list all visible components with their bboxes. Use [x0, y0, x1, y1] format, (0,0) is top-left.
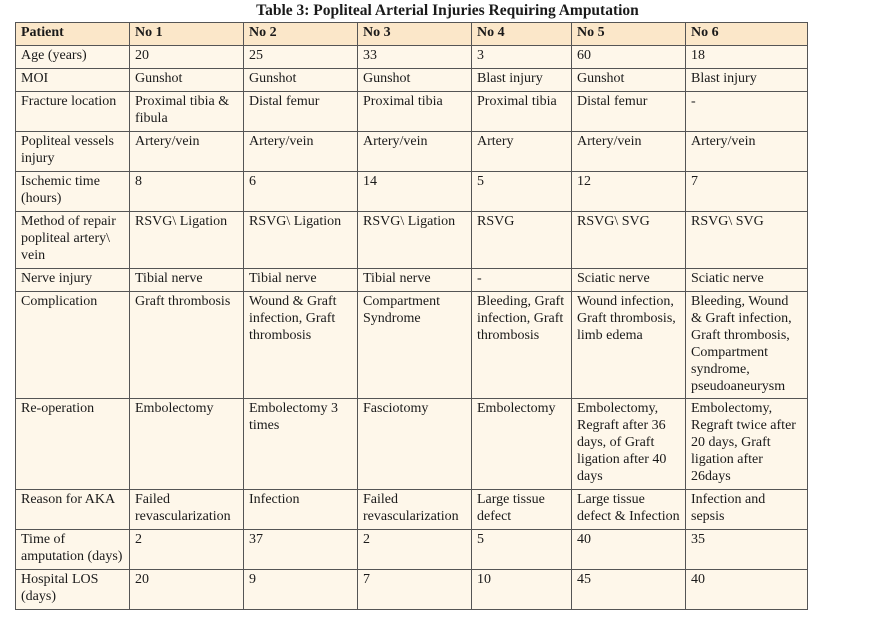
- table-row: [16, 570, 808, 610]
- table-cell: Artery/vein: [130, 132, 244, 172]
- table-cell: Gunshot: [244, 69, 358, 92]
- row-label: Reason for AKA: [16, 490, 130, 530]
- header-cell: Patient: [16, 23, 130, 46]
- table-cell: Embolectomy, Regraft twice after 20 days, Graft ligation after 26days: [686, 399, 808, 490]
- table-cell: Artery/vein: [572, 132, 686, 172]
- header-row: [16, 23, 808, 46]
- table-cell: Proximal tibia: [358, 92, 472, 132]
- table-cell: Distal femur: [572, 92, 686, 132]
- table-cell: 35: [686, 530, 808, 570]
- table-row: [16, 530, 808, 570]
- table-cell: Tibial nerve: [244, 269, 358, 292]
- table-cell: 20: [130, 570, 244, 610]
- table-cell: Artery: [472, 132, 572, 172]
- table-cell: 14: [358, 172, 472, 212]
- table-cell: Embolectomy: [130, 399, 244, 490]
- table-cell: RSVG\ SVG: [686, 212, 808, 269]
- table-cell: Tibial nerve: [130, 269, 244, 292]
- table-cell: 5: [472, 530, 572, 570]
- table-cell: Blast injury: [686, 69, 808, 92]
- header-cell: No 6: [686, 23, 808, 46]
- row-label: Fracture location: [16, 92, 130, 132]
- table-row: [16, 269, 808, 292]
- table-cell: 45: [572, 570, 686, 610]
- table-cell: Artery/vein: [358, 132, 472, 172]
- table-cell: 12: [572, 172, 686, 212]
- header-cell: No 2: [244, 23, 358, 46]
- table-cell: 18: [686, 46, 808, 69]
- row-label: Ischemic time (hours): [16, 172, 130, 212]
- table-cell: Tibial nerve: [358, 269, 472, 292]
- table-cell: 40: [572, 530, 686, 570]
- table-cell: 9: [244, 570, 358, 610]
- table-cell: Bleeding, Wound & Graft infection, Graft thrombosis, Compartment syndrome, pseudoaneurysm: [686, 292, 808, 399]
- header-cell: No 4: [472, 23, 572, 46]
- table-cell: 7: [358, 570, 472, 610]
- table-cell: 10: [472, 570, 572, 610]
- table-row: [16, 69, 808, 92]
- table-row: [16, 132, 808, 172]
- table-cell: RSVG: [472, 212, 572, 269]
- table-cell: 7: [686, 172, 808, 212]
- table-cell: Compartment Syndrome: [358, 292, 472, 399]
- row-label: Age (years): [16, 46, 130, 69]
- table-cell: Fasciotomy: [358, 399, 472, 490]
- row-label: Hospital LOS (days): [16, 570, 130, 610]
- table-row: [16, 490, 808, 530]
- table-cell: 6: [244, 172, 358, 212]
- table-row: [16, 172, 808, 212]
- amputation-table: [15, 22, 808, 610]
- table-cell: Embolectomy 3 times: [244, 399, 358, 490]
- table-cell: 60: [572, 46, 686, 69]
- table-cell: 5: [472, 172, 572, 212]
- table-cell: RSVG\ Ligation: [358, 212, 472, 269]
- table-cell: Sciatic nerve: [686, 269, 808, 292]
- row-label: Time of amputation (days): [16, 530, 130, 570]
- table-cell: Infection and sepsis: [686, 490, 808, 530]
- row-label: Complication: [16, 292, 130, 399]
- row-label: Nerve injury: [16, 269, 130, 292]
- table-cell: Large tissue defect: [472, 490, 572, 530]
- table-cell: 2: [130, 530, 244, 570]
- header-cell: No 3: [358, 23, 472, 46]
- table-cell: Failed revascularization: [130, 490, 244, 530]
- table-cell: Gunshot: [358, 69, 472, 92]
- table-cell: Gunshot: [572, 69, 686, 92]
- header-cell: No 1: [130, 23, 244, 46]
- table-row: [16, 212, 808, 269]
- table-cell: Wound infection, Graft thrombosis, limb edema: [572, 292, 686, 399]
- table-cell: -: [686, 92, 808, 132]
- table-cell: Sciatic nerve: [572, 269, 686, 292]
- table-cell: Embolectomy: [472, 399, 572, 490]
- table-cell: 37: [244, 530, 358, 570]
- table-cell: -: [472, 269, 572, 292]
- table-cell: Wound & Graft infection, Graft thrombosis: [244, 292, 358, 399]
- table-cell: 33: [358, 46, 472, 69]
- table-cell: 8: [130, 172, 244, 212]
- table-cell: 20: [130, 46, 244, 69]
- table-cell: Graft thrombosis: [130, 292, 244, 399]
- table-cell: Gunshot: [130, 69, 244, 92]
- table-cell: RSVG\ Ligation: [244, 212, 358, 269]
- row-label: MOI: [16, 69, 130, 92]
- table-cell: Blast injury: [472, 69, 572, 92]
- table-cell: 2: [358, 530, 472, 570]
- table-title: Table 3: Popliteal Arterial Injuries Requiring Amputation: [256, 2, 639, 19]
- row-label: Method of repair popliteal artery\ vein: [16, 212, 130, 269]
- table-row: [16, 46, 808, 69]
- table-cell: Large tissue defect & Infection: [572, 490, 686, 530]
- table-row: [16, 292, 808, 399]
- table-cell: Artery/vein: [686, 132, 808, 172]
- table-row: [16, 399, 808, 490]
- table-cell: Proximal tibia: [472, 92, 572, 132]
- table-cell: Infection: [244, 490, 358, 530]
- table-cell: Bleeding, Graft infection, Graft thrombosis: [472, 292, 572, 399]
- table-cell: Embolectomy, Regraft after 36 days, of Graft ligation after 40 days: [572, 399, 686, 490]
- table-cell: Proximal tibia & fibula: [130, 92, 244, 132]
- table-cell: Artery/vein: [244, 132, 358, 172]
- table-cell: Distal femur: [244, 92, 358, 132]
- table-cell: 3: [472, 46, 572, 69]
- table-row: [16, 92, 808, 132]
- table-cell: Failed revascularization: [358, 490, 472, 530]
- table-body: [16, 46, 808, 610]
- row-label: Re-operation: [16, 399, 130, 490]
- row-label: Popliteal vessels injury: [16, 132, 130, 172]
- table-cell: RSVG\ Ligation: [130, 212, 244, 269]
- table-cell: 25: [244, 46, 358, 69]
- table-cell: RSVG\ SVG: [572, 212, 686, 269]
- table-cell: 40: [686, 570, 808, 610]
- header-cell: No 5: [572, 23, 686, 46]
